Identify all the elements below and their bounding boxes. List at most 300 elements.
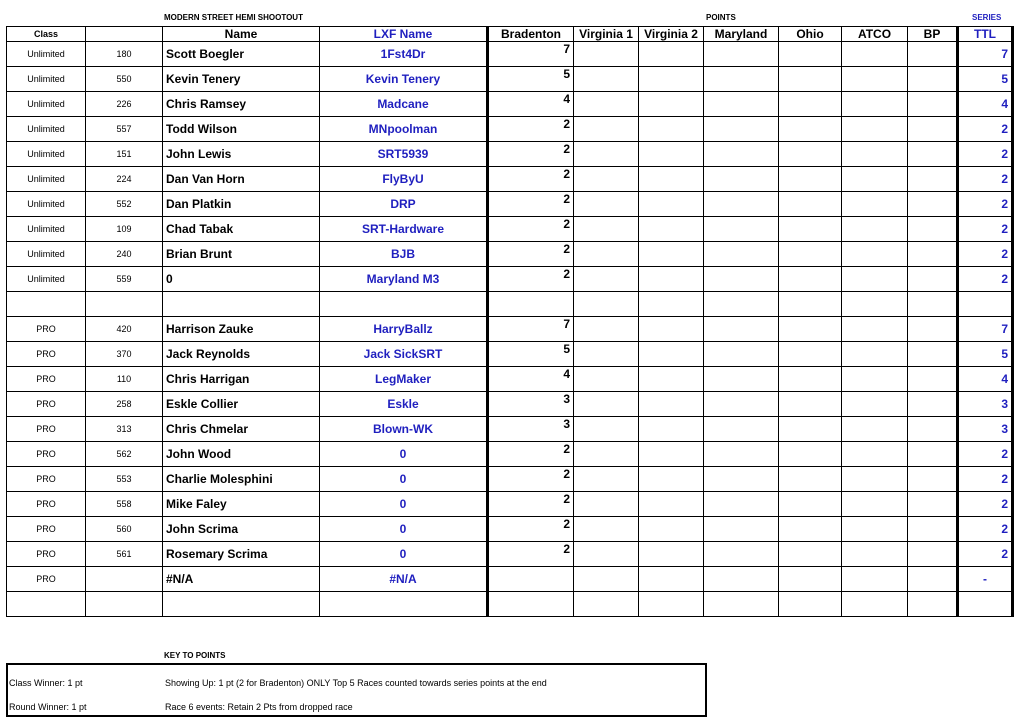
class-cell: PRO [7,492,86,517]
points-cell-6 [908,567,958,592]
points-cell-5 [842,342,908,367]
key-box [6,663,707,717]
table-row [7,317,1013,342]
car-number-cell [86,567,163,592]
class-cell: PRO [7,342,86,367]
empty-cell [779,292,842,317]
driver-name-cell: Brian Brunt [163,242,320,267]
points-cell-4 [779,117,842,142]
lxf-name-cell: Eskle [320,392,488,417]
points-cell-1 [574,492,639,517]
points-cell-6 [908,492,958,517]
car-number-cell: 110 [86,367,163,392]
class-cell: PRO [7,417,86,442]
header-name: Name [163,27,320,42]
points-cell-5 [842,92,908,117]
car-number-cell: 151 [86,142,163,167]
empty-cell [958,592,1013,617]
lxf-name-cell: SRT-Hardware [320,217,488,242]
points-cell-6 [908,317,958,342]
class-cell: PRO [7,442,86,467]
points-cell-2 [639,167,704,192]
points-cell-1 [574,167,639,192]
points-cell-4 [779,367,842,392]
points-cell-4 [779,242,842,267]
points-cell-1 [574,267,639,292]
points-cell-1 [574,567,639,592]
points-cell-0: 2 [488,467,574,492]
section-gap-row [7,292,1013,317]
car-number-cell: 550 [86,67,163,92]
points-cell-4 [779,167,842,192]
table-row [7,542,1013,567]
lxf-name-cell: 0 [320,492,488,517]
points-cell-2 [639,142,704,167]
points-cell-5 [842,492,908,517]
points-cell-5 [842,417,908,442]
points-cell-5 [842,442,908,467]
driver-name-cell: Harrison Zauke [163,317,320,342]
car-number-cell: 557 [86,117,163,142]
points-cell-0: 2 [488,167,574,192]
car-number-cell: 180 [86,42,163,67]
table-row [7,392,1013,417]
points-cell-1 [574,417,639,442]
series-total-cell: 2 [958,142,1013,167]
points-cell-2 [639,342,704,367]
sheet-title: MODERN STREET HEMI SHOOTOUT [164,13,303,22]
points-cell-1 [574,367,639,392]
points-cell-6 [908,142,958,167]
header-row [7,27,1013,42]
empty-row [7,592,1013,617]
points-cell-3 [704,367,779,392]
driver-name-cell: John Scrima [163,517,320,542]
points-cell-3 [704,342,779,367]
points-cell-5 [842,217,908,242]
empty-cell [7,292,86,317]
header-race-0: Bradenton [488,27,574,42]
driver-name-cell: John Lewis [163,142,320,167]
series-total-cell: 4 [958,367,1013,392]
points-cell-5 [842,67,908,92]
points-cell-0: 4 [488,92,574,117]
points-cell-1 [574,217,639,242]
class-cell: Unlimited [7,192,86,217]
points-cell-4 [779,142,842,167]
points-cell-2 [639,392,704,417]
driver-name-cell: Chad Tabak [163,217,320,242]
driver-name-cell: Todd Wilson [163,117,320,142]
points-cell-1 [574,92,639,117]
points-cell-4 [779,417,842,442]
points-cell-4 [779,492,842,517]
points-cell-0: 2 [488,117,574,142]
points-cell-2 [639,567,704,592]
points-cell-6 [908,267,958,292]
table-row [7,117,1013,142]
points-cell-3 [704,492,779,517]
car-number-cell: 258 [86,392,163,417]
lxf-name-cell: 0 [320,517,488,542]
points-cell-0: 2 [488,267,574,292]
table-row [7,267,1013,292]
class-cell: Unlimited [7,242,86,267]
empty-cell [574,292,639,317]
series-total-cell: 5 [958,342,1013,367]
lxf-name-cell: SRT5939 [320,142,488,167]
points-cell-5 [842,117,908,142]
points-cell-5 [842,392,908,417]
empty-cell [163,592,320,617]
class-cell: PRO [7,317,86,342]
class-cell: Unlimited [7,92,86,117]
points-cell-4 [779,67,842,92]
points-cell-1 [574,192,639,217]
points-cell-3 [704,42,779,67]
points-cell-0: 3 [488,392,574,417]
table-row [7,367,1013,392]
series-total-cell: 2 [958,267,1013,292]
points-cell-3 [704,467,779,492]
driver-name-cell: 0 [163,267,320,292]
header-race-4: Ohio [779,27,842,42]
points-cell-2 [639,267,704,292]
points-cell-0: 7 [488,317,574,342]
series-total-cell: 2 [958,542,1013,567]
points-cell-4 [779,192,842,217]
points-cell-0 [488,567,574,592]
car-number-cell: 226 [86,92,163,117]
points-cell-0: 2 [488,517,574,542]
points-cell-2 [639,367,704,392]
points-cell-4 [779,542,842,567]
series-total-cell: 7 [958,317,1013,342]
series-total-cell: 7 [958,42,1013,67]
points-cell-3 [704,217,779,242]
header-ttl: TTL [958,27,1013,42]
points-cell-0: 7 [488,42,574,67]
points-cell-5 [842,167,908,192]
points-cell-4 [779,392,842,417]
points-cell-6 [908,417,958,442]
key-showing-up: Showing Up: 1 pt (2 for Bradenton) ONLY Top 5 Races counted towards series points at the end [165,678,547,688]
points-cell-4 [779,342,842,367]
car-number-cell: 561 [86,542,163,567]
empty-cell [908,592,958,617]
points-cell-2 [639,317,704,342]
series-total-cell: 2 [958,167,1013,192]
class-cell: Unlimited [7,167,86,192]
points-cell-4 [779,567,842,592]
points-cell-1 [574,317,639,342]
lxf-name-cell: LegMaker [320,367,488,392]
points-cell-0: 2 [488,217,574,242]
points-cell-1 [574,242,639,267]
driver-name-cell: Rosemary Scrima [163,542,320,567]
driver-name-cell: Eskle Collier [163,392,320,417]
points-cell-1 [574,42,639,67]
points-cell-6 [908,67,958,92]
header-lxf-name: LXF Name [320,27,488,42]
points-cell-3 [704,92,779,117]
points-cell-0: 3 [488,417,574,442]
empty-cell [958,292,1013,317]
points-cell-4 [779,217,842,242]
class-cell: Unlimited [7,267,86,292]
points-cell-2 [639,442,704,467]
empty-cell [7,592,86,617]
points-cell-6 [908,192,958,217]
points-cell-6 [908,167,958,192]
empty-cell [86,592,163,617]
points-cell-1 [574,342,639,367]
empty-cell [86,292,163,317]
header-class: Class [7,27,86,42]
points-cell-4 [779,517,842,542]
empty-cell [842,292,908,317]
points-cell-6 [908,392,958,417]
driver-name-cell: Scott Boegler [163,42,320,67]
empty-cell [704,592,779,617]
lxf-name-cell: 0 [320,542,488,567]
points-cell-0: 5 [488,342,574,367]
table-row [7,517,1013,542]
key-race6: Race 6 events: Retain 2 Pts from dropped race [165,702,353,712]
car-number-cell: 559 [86,267,163,292]
lxf-name-cell: #N/A [320,567,488,592]
points-cell-0: 4 [488,367,574,392]
points-cell-6 [908,542,958,567]
points-cell-4 [779,317,842,342]
table-row [7,167,1013,192]
lxf-name-cell: 0 [320,442,488,467]
points-cell-0: 5 [488,67,574,92]
lxf-name-cell: MNpoolman [320,117,488,142]
points-cell-3 [704,317,779,342]
points-cell-5 [842,567,908,592]
table-row [7,242,1013,267]
points-cell-5 [842,42,908,67]
car-number-cell: 560 [86,517,163,542]
header-race-5: ATCO [842,27,908,42]
car-number-cell: 109 [86,217,163,242]
table-row [7,142,1013,167]
series-total-cell: 4 [958,92,1013,117]
lxf-name-cell: FlyByU [320,167,488,192]
series-total-cell: 2 [958,242,1013,267]
series-total-cell: 3 [958,392,1013,417]
points-cell-0: 2 [488,442,574,467]
series-total-cell: 2 [958,442,1013,467]
points-cell-0: 2 [488,142,574,167]
lxf-name-cell: 1Fst4Dr [320,42,488,67]
points-cell-3 [704,67,779,92]
car-number-cell: 224 [86,167,163,192]
points-cell-1 [574,442,639,467]
points-cell-0: 2 [488,192,574,217]
lxf-name-cell: DRP [320,192,488,217]
series-total-cell: 2 [958,217,1013,242]
key-round-winner: Round Winner: 1 pt [9,702,87,712]
points-cell-1 [574,117,639,142]
points-cell-3 [704,392,779,417]
class-cell: Unlimited [7,117,86,142]
points-cell-5 [842,542,908,567]
driver-name-cell: Charlie Molesphini [163,467,320,492]
table-row [7,192,1013,217]
table-row [7,42,1013,67]
table-row [7,467,1013,492]
points-cell-2 [639,517,704,542]
points-cell-2 [639,417,704,442]
points-cell-2 [639,42,704,67]
class-cell: Unlimited [7,142,86,167]
points-cell-6 [908,342,958,367]
class-cell: PRO [7,367,86,392]
key-title: KEY TO POINTS [164,651,226,660]
series-label: SERIES [972,13,1002,22]
empty-cell [488,292,574,317]
driver-name-cell: Kevin Tenery [163,67,320,92]
header-race-2: Virginia 2 [639,27,704,42]
driver-name-cell: Chris Harrigan [163,367,320,392]
empty-cell [779,592,842,617]
car-number-cell: 553 [86,467,163,492]
series-total-cell: 2 [958,117,1013,142]
class-cell: Unlimited [7,42,86,67]
points-cell-4 [779,42,842,67]
table-row [7,92,1013,117]
car-number-cell: 370 [86,342,163,367]
points-cell-0: 2 [488,542,574,567]
points-cell-5 [842,267,908,292]
points-cell-6 [908,442,958,467]
class-cell: PRO [7,467,86,492]
header-number [86,27,163,42]
lxf-name-cell: BJB [320,242,488,267]
points-cell-5 [842,367,908,392]
standings-table [6,26,1014,617]
points-cell-3 [704,417,779,442]
driver-name-cell: Jack Reynolds [163,342,320,367]
class-cell: PRO [7,517,86,542]
points-cell-5 [842,142,908,167]
points-cell-5 [842,467,908,492]
points-cell-2 [639,117,704,142]
lxf-name-cell: Madcane [320,92,488,117]
points-cell-2 [639,242,704,267]
points-cell-3 [704,117,779,142]
empty-cell [163,292,320,317]
table-row [7,217,1013,242]
points-cell-3 [704,192,779,217]
points-cell-3 [704,267,779,292]
points-cell-3 [704,542,779,567]
driver-name-cell: Mike Faley [163,492,320,517]
points-group-label: POINTS [706,13,736,22]
points-cell-5 [842,517,908,542]
lxf-name-cell: Maryland M3 [320,267,488,292]
empty-cell [488,592,574,617]
series-total-cell: 5 [958,67,1013,92]
points-cell-4 [779,467,842,492]
series-total-cell: 2 [958,192,1013,217]
points-cell-3 [704,242,779,267]
empty-cell [639,592,704,617]
series-total-cell: 3 [958,417,1013,442]
table-row [7,567,1013,592]
car-number-cell: 558 [86,492,163,517]
empty-cell [320,292,488,317]
points-cell-6 [908,242,958,267]
class-cell: PRO [7,567,86,592]
class-cell: PRO [7,542,86,567]
points-cell-4 [779,267,842,292]
points-cell-5 [842,317,908,342]
points-cell-3 [704,567,779,592]
header-race-3: Maryland [704,27,779,42]
lxf-name-cell: HarryBallz [320,317,488,342]
empty-cell [574,592,639,617]
table-row [7,492,1013,517]
car-number-cell: 420 [86,317,163,342]
points-cell-6 [908,517,958,542]
points-cell-0: 2 [488,242,574,267]
empty-cell [908,292,958,317]
points-cell-6 [908,92,958,117]
points-cell-2 [639,92,704,117]
class-cell: Unlimited [7,217,86,242]
car-number-cell: 240 [86,242,163,267]
header-race-1: Virginia 1 [574,27,639,42]
points-cell-6 [908,467,958,492]
points-cell-6 [908,117,958,142]
driver-name-cell: Dan Platkin [163,192,320,217]
points-cell-1 [574,392,639,417]
points-cell-6 [908,42,958,67]
points-cell-2 [639,467,704,492]
series-total-cell: 2 [958,467,1013,492]
points-cell-4 [779,442,842,467]
empty-cell [639,292,704,317]
points-cell-1 [574,142,639,167]
driver-name-cell: Chris Chmelar [163,417,320,442]
lxf-name-cell: Kevin Tenery [320,67,488,92]
lxf-name-cell: Blown-WK [320,417,488,442]
points-cell-3 [704,142,779,167]
points-cell-6 [908,367,958,392]
points-cell-5 [842,192,908,217]
table-row [7,67,1013,92]
points-cell-2 [639,492,704,517]
points-cell-3 [704,517,779,542]
points-cell-1 [574,542,639,567]
class-cell: PRO [7,392,86,417]
points-cell-3 [704,442,779,467]
points-cell-4 [779,92,842,117]
points-cell-5 [842,242,908,267]
points-cell-2 [639,217,704,242]
series-total-cell: 2 [958,517,1013,542]
driver-name-cell: Dan Van Horn [163,167,320,192]
driver-name-cell: John Wood [163,442,320,467]
points-cell-3 [704,167,779,192]
table-row [7,442,1013,467]
points-cell-2 [639,542,704,567]
driver-name-cell: Chris Ramsey [163,92,320,117]
driver-name-cell: #N/A [163,567,320,592]
